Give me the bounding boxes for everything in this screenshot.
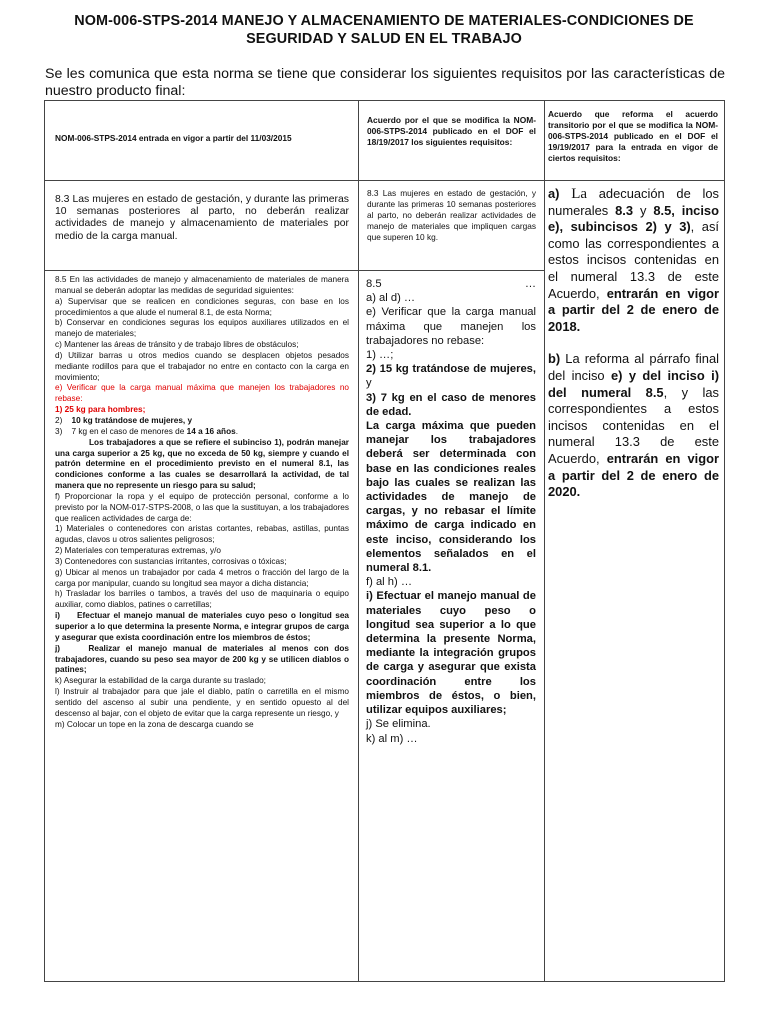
item-a-d: a) al d) … bbox=[366, 292, 416, 305]
intro-paragraph: Se les comunica que esta norma se tiene que considerar los siguientes requisitos por las características de nuestro producto final: bbox=[45, 66, 725, 99]
item-f: f) Proporcionar la ropa y el equipo de protección personal, conforme a lo previsto por la NOM-017-STPS-2008, o las que la sustituyan, a los trabajadores que realicen actividades de carga de: bbox=[55, 491, 349, 523]
item-e1-modified: 1) …; bbox=[366, 349, 394, 362]
header-cell-acuerdo-modifica bbox=[359, 101, 545, 181]
item-k: k) Asegurar la estabilidad de la carga durante su traslado; bbox=[55, 676, 266, 686]
cell-8-5-original bbox=[45, 271, 359, 982]
header-cell-acuerdo-reforma bbox=[545, 101, 725, 181]
document-title: NOM-006-STPS-2014 MANEJO Y ALMACENAMIENTO DE MATERIALES-CONDICIONES DE SEGURIDAD Y SALUD EN EL TRABAJO bbox=[74, 13, 694, 47]
item-d: d) Utilizar barras u otros medios cuando se desplacen objetos pesados mediante rodillos para que el trabajador no entre en contacto con la carga en movimiento; bbox=[55, 350, 349, 382]
cell-8-5-modified bbox=[359, 271, 545, 982]
item-j: j) Realizar el manejo manual de materiales al menos con dos trabajadores, cuando su peso sea mayor de 200 kg y se utilicen diablos o patines; bbox=[55, 643, 350, 675]
item-b: b) Conservar en condiciones seguras los equipos auxiliares utilizados en el manejo de materiales; bbox=[55, 318, 349, 339]
header-nom-2014: NOM-006-STPS-2014 entrada en vigor a partir del 11/03/2015 bbox=[55, 133, 292, 143]
item-e2-modified: 2) 15 kg tratándose de mujeres, y bbox=[366, 363, 536, 390]
header-acuerdo-modifica: Acuerdo por el que se modifica la NOM-006-STPS-2014 publicado en el DOF el 18/19/2017 los siguientes requisitos: bbox=[367, 115, 536, 147]
item-g: g) Ubicar al menos un trabajador por cada 4 metros o fracción del largo de la carga por manipular, cuando su longitud sea mayor a dicha distancia; bbox=[55, 567, 349, 588]
item-e-modified: e) Verificar que la carga manual máxima que manejen los trabajadores no rebase: bbox=[366, 306, 536, 347]
item-c: c) Mantener las áreas de tránsito y de trabajo libres de obstáculos; bbox=[55, 340, 299, 350]
item-i-modified: i) Efectuar el manejo manual de materiales cuyo peso o longitud sea superior a lo que determina la presente Norma, mediante la integración grupos de carga y asegurar que exista coordinación entre los miembros de éstos, o bien, utilizar equipos auxiliares; bbox=[366, 590, 536, 717]
item-m: m) Colocar un tope en la zona de descarga cuando se bbox=[55, 719, 254, 729]
item-e-final-modified: La carga máxima que pueden manejar los trabajadores deberá ser determinada con base en las condiciones reales bajo las cuales se realizan las actividades de manejo de cargas, y no rebasar el límite máximo de carga indicado en este inciso, considerando los elementos señalados en el numeral 8.1. bbox=[366, 420, 536, 575]
item-e3-modified: 3) 7 kg en el caso de menores de edad. bbox=[366, 391, 536, 418]
transitory-text bbox=[545, 181, 724, 501]
comparison-table bbox=[44, 100, 725, 982]
item-f-h: f) al h) … bbox=[366, 576, 413, 589]
item-e-final: Los trabajadores a que se refiere el subinciso 1), podrán manejar una carga superior a 25 kg, que no exceda de 50 kg, siempre y cuando el patrón determine en el procedimiento previsto en el numeral 8.1, las condiciones conforme a las cuales se desarrollará la actividad, de tal manera que no represente un riesgo para su salud; bbox=[55, 437, 349, 491]
cell-transitory bbox=[545, 181, 725, 982]
item-k-m: k) al m) … bbox=[366, 732, 418, 745]
cell-8-3-modified bbox=[359, 181, 545, 271]
item-e: e) Verificar que la carga manual máxima que manejen los trabajadores no rebase: bbox=[55, 383, 349, 404]
item-e2: 2) 10 kg tratándose de mujeres, y bbox=[55, 415, 193, 425]
item-i: i) Efectuar el manejo manual de materiales cuyo peso o longitud sea superior a lo que determina la presente Norma, e integrar grupos de carga y asegurar que exista coordinación entre los miembros de éstos; bbox=[55, 611, 350, 642]
item-8-5-heading: 8.5 … bbox=[366, 278, 536, 290]
text-8-5-modified bbox=[359, 271, 544, 746]
item-8-5-intro: 8.5 En las actividades de manejo y almacenamiento de materiales de manera manual se deberán adoptar las medidas de seguridad siguientes: bbox=[55, 275, 349, 295]
text-8-3-modified: 8.3 Las mujeres en estado de gestación, y durante las primeras 10 semanas posteriores al parto, no deberán realizar actividades de manejo de materiales que impliquen cargas que superen 10 kg. bbox=[367, 188, 536, 242]
cell-8-3-original bbox=[45, 181, 359, 271]
transitory-item-b: b) La reforma al párrafo final del inciso e) y del inciso i) del numeral 8.5, y las correspondientes a estos incisos contenidas en el numeral 13.3 de este Acuerdo, entrarán en vigor a partir del 2 de enero de 2020. bbox=[548, 351, 719, 500]
text-8-5-original bbox=[45, 271, 358, 730]
table-header-row bbox=[45, 101, 725, 181]
item-f3: 3) Contenedores con sustancias irritantes, corrosivas o tóxicas; bbox=[55, 556, 287, 566]
header-acuerdo-reforma: Acuerdo que reforma el acuerdo transitorio por el que se modifica la NOM-006-STPS-2014 publicado en el DOF el 19/19/2017 para la entrada en vigor de ciertos requisitos: bbox=[548, 109, 718, 163]
transitory-item-a: a) La adecuación de los numerales 8.3 y 8.5, inciso e), subincisos 2) y 3), así como las correspondientes a estos incisos contenidas en el numeral 13.3 de este Acuerdo, entrarán en vigor a partir del 2 de enero de 2018. bbox=[548, 186, 719, 334]
item-e3: 3) 7 kg en el caso de menores de 14 a 16 años. bbox=[55, 426, 238, 436]
item-e1: 1) 25 kg para hombres; bbox=[55, 405, 146, 415]
table-row-8-3 bbox=[45, 181, 725, 271]
item-l: l) Instruir al trabajador para que jale el diablo, patín o carretilla en el mismo sentido del ascenso al subir una pendiente, y en sentido opuesto al del descenso al bajar, con el objeto de evitar que la carga represente un riesgo, y bbox=[55, 687, 349, 718]
text-8-3-original: 8.3 Las mujeres en estado de gestación, y durante las primeras 10 semanas posteriores al parto, no deberán realizar actividades de manejo y almacenamiento de materiales por medio de la carga manual. bbox=[55, 194, 349, 242]
header-cell-nom-2014 bbox=[45, 101, 359, 181]
item-a: a) Supervisar que se realicen en condiciones seguras, con base en los procedimientos a que alude el numeral 8.1, de esta Norma; bbox=[55, 296, 349, 317]
item-j-modified: j) Se elimina. bbox=[366, 718, 431, 731]
item-f1: 1) Materiales o contenedores con aristas cortantes, rebabas, astillas, puntas agudas, clavos u otros salientes peligrosos; bbox=[55, 524, 349, 545]
item-f2: 2) Materiales con temperaturas extremas, y/o bbox=[55, 546, 221, 556]
item-h: h) Trasladar los barriles o tambos, a través del uso de maquinaria o equipo auxiliar, como diablos, patines o carretillas; bbox=[55, 589, 349, 610]
